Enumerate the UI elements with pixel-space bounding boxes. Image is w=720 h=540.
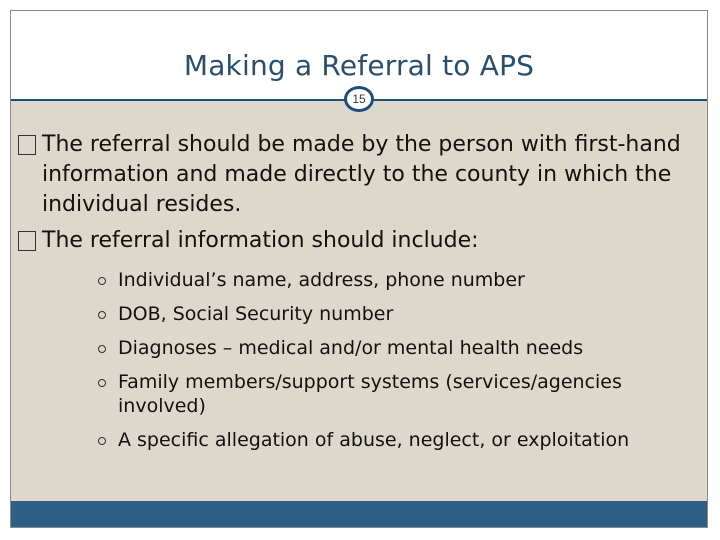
sub-bullet-item bbox=[98, 370, 694, 418]
sub-bullet-text: Individual’s name, address, phone number bbox=[118, 269, 525, 291]
bullet-text: The referral information should include: bbox=[42, 228, 479, 253]
sub-bullet-item bbox=[98, 336, 694, 360]
circle-bullet-icon bbox=[98, 277, 106, 285]
footer-bar bbox=[11, 501, 707, 527]
circle-bullet-icon bbox=[98, 379, 106, 387]
sub-bullet-text: Diagnoses – medical and/or mental health needs bbox=[118, 337, 584, 359]
circle-bullet-icon bbox=[98, 345, 106, 353]
slide-title: Making a Referral to APS bbox=[183, 49, 535, 82]
sub-bullet-item bbox=[98, 268, 694, 292]
square-bullet-icon bbox=[18, 135, 36, 155]
bullet-item bbox=[18, 226, 694, 452]
sub-bullet-item bbox=[98, 428, 694, 452]
page-number-badge: 15 bbox=[344, 86, 374, 112]
sub-bullet-item bbox=[98, 302, 694, 326]
circle-bullet-icon bbox=[98, 437, 106, 445]
square-bullet-icon bbox=[18, 231, 36, 251]
sub-bullet-text: A specific allegation of abuse, neglect, or exploitation bbox=[118, 429, 630, 451]
sub-bullet-text: Family members/support systems (services/agencies involved) bbox=[118, 371, 622, 417]
bullet-item bbox=[18, 130, 694, 220]
circle-bullet-icon bbox=[98, 311, 106, 319]
sub-bullet-text: DOB, Social Security number bbox=[118, 303, 394, 325]
sub-bullet-list bbox=[42, 268, 694, 452]
bullet-text: The referral should be made by the person with first-hand information and made directly to the county in which the individual resides. bbox=[42, 132, 681, 217]
bullet-list bbox=[18, 130, 694, 462]
